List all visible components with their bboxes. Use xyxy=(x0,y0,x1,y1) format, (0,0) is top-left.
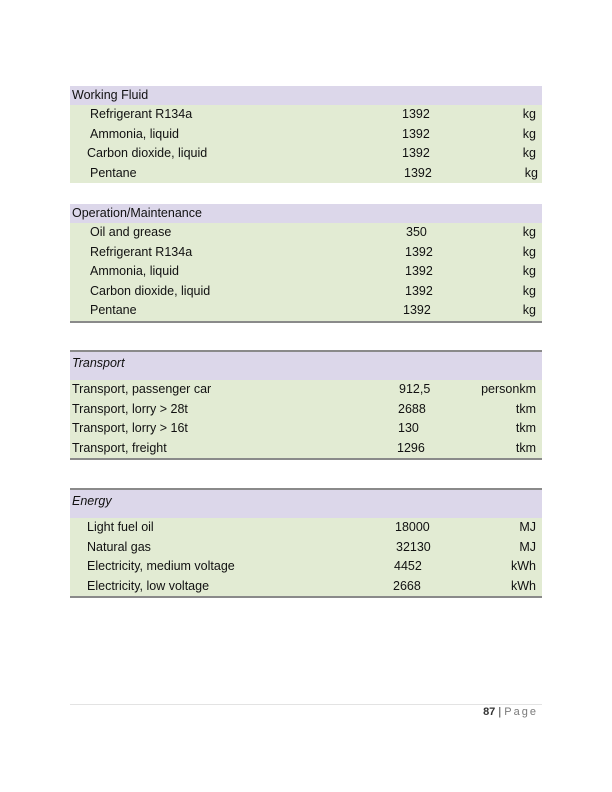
row-value: 18000 xyxy=(395,520,430,534)
row-unit: kg xyxy=(522,146,536,161)
row-value: 2668 xyxy=(393,578,421,593)
row-value: 32130 xyxy=(396,539,431,554)
row-value: 1392 xyxy=(402,107,430,121)
table-row xyxy=(70,400,542,420)
row-label: Ammonia, liquid xyxy=(90,264,179,279)
row-value: 1392 xyxy=(402,126,430,141)
energy-heading: Energy xyxy=(70,490,542,518)
table-row xyxy=(70,223,542,243)
table-row xyxy=(70,557,542,577)
row-value: 1392 xyxy=(405,244,433,259)
row-label: Pentane xyxy=(90,165,137,180)
row-label: Carbon dioxide, liquid xyxy=(90,283,211,298)
table-row xyxy=(70,105,542,125)
operation-maintenance-section xyxy=(70,204,542,323)
row-unit: MJ xyxy=(519,539,536,554)
row-label: Transport, lorry > 28t xyxy=(72,401,188,416)
table-row xyxy=(70,439,542,459)
row-label: Ammonia, liquid xyxy=(90,126,179,141)
table-row xyxy=(70,301,542,321)
row-label: Transport, freight xyxy=(72,440,167,455)
row-value: 1392 xyxy=(404,165,432,180)
row-label: Light fuel oil xyxy=(87,520,154,534)
table-row xyxy=(70,144,542,164)
row-value: 1392 xyxy=(403,303,431,318)
working-fluid-section xyxy=(70,86,542,183)
table-row xyxy=(70,577,542,597)
row-label: Refrigerant R134a xyxy=(90,244,193,259)
page-word: Page xyxy=(504,706,538,718)
row-unit: kg xyxy=(522,283,536,298)
row-value: 130 xyxy=(398,421,419,436)
row-unit: kWh xyxy=(511,559,536,574)
row-value: 1392 xyxy=(405,283,433,298)
transport-heading: Transport xyxy=(70,352,542,380)
row-value: 4452 xyxy=(394,559,422,574)
row-value: 1392 xyxy=(405,264,433,279)
table-row xyxy=(70,380,542,400)
row-label: Natural gas xyxy=(87,539,151,554)
row-value: 912,5 xyxy=(399,382,431,396)
row-label: Refrigerant R134a xyxy=(90,107,193,121)
energy-section xyxy=(70,488,542,598)
row-label: Electricity, low voltage xyxy=(87,578,210,593)
row-unit: tkm xyxy=(515,421,536,436)
row-unit: MJ xyxy=(519,520,536,534)
row-label: Transport, lorry > 16t xyxy=(72,421,188,436)
table-row xyxy=(70,125,542,145)
row-value: 1392 xyxy=(402,146,430,161)
row-unit: kg xyxy=(522,126,536,141)
footer-separator: | xyxy=(498,706,502,718)
row-label: Pentane xyxy=(90,303,137,318)
row-unit: kg xyxy=(522,264,536,279)
row-label: Carbon dioxide, liquid xyxy=(87,146,208,161)
row-unit: personkm xyxy=(481,382,536,396)
row-unit: tkm xyxy=(515,401,536,416)
page-footer xyxy=(483,706,538,718)
page-number: 87 xyxy=(483,706,496,718)
table-row xyxy=(70,538,542,558)
row-unit: kg xyxy=(522,244,536,259)
row-unit: kg xyxy=(522,225,536,239)
table-row xyxy=(70,262,542,282)
row-unit: kg xyxy=(522,107,536,121)
row-label: Transport, passenger car xyxy=(72,382,212,396)
table-row xyxy=(70,419,542,439)
row-label: Electricity, medium voltage xyxy=(87,559,235,574)
row-unit: tkm xyxy=(515,440,536,455)
row-value: 2688 xyxy=(398,401,426,416)
table-row xyxy=(70,282,542,302)
transport-section xyxy=(70,350,542,460)
footer-divider xyxy=(70,704,542,705)
row-value: 350 xyxy=(406,225,427,239)
table-row xyxy=(70,518,542,538)
row-unit: kg xyxy=(522,303,536,318)
table-row xyxy=(70,164,542,184)
operation-maintenance-heading: Operation/Maintenance xyxy=(70,204,542,223)
table-row xyxy=(70,243,542,263)
row-label: Oil and grease xyxy=(90,225,172,239)
row-value: 1296 xyxy=(397,440,425,455)
row-unit: kWh xyxy=(511,578,536,593)
working-fluid-heading: Working Fluid xyxy=(70,86,542,105)
row-unit: kg xyxy=(524,165,538,180)
